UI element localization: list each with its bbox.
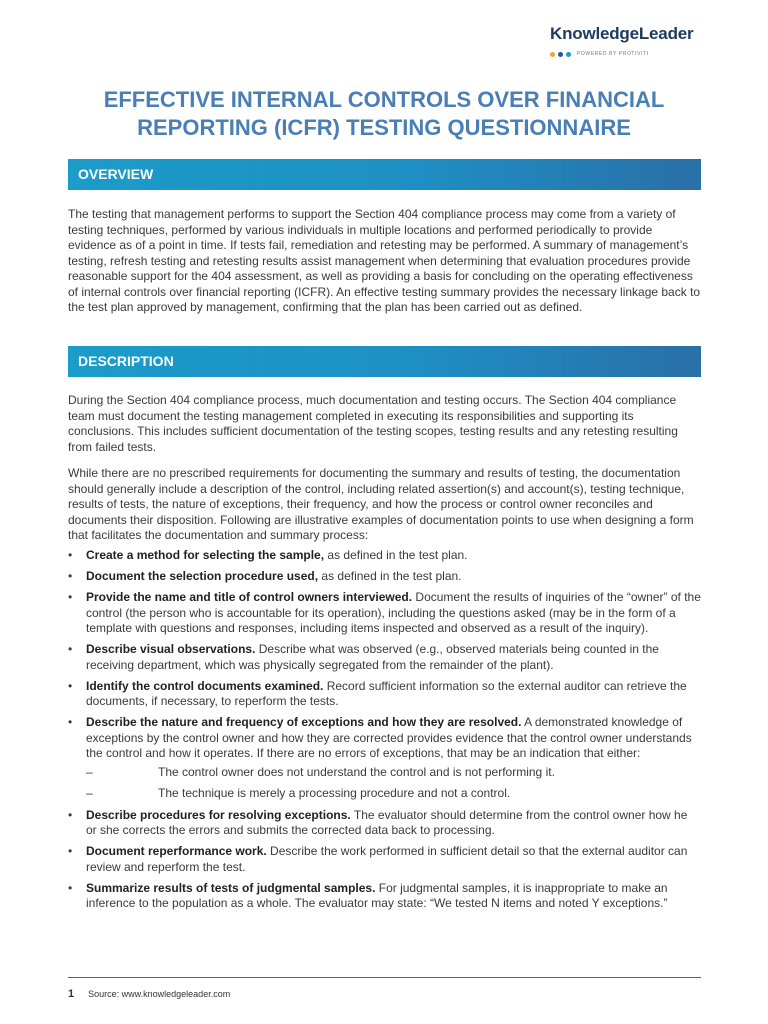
page-number: 1 [68, 988, 75, 1000]
item-lead: Provide the name and title of control owners interviewed. [86, 590, 413, 604]
dash-marker: – [86, 786, 93, 800]
item-text: Describe what was observed (e.g., observed materials being counted in the receiving department, which was physically segregated from the remainder of the plant). [86, 642, 659, 672]
list-item [68, 569, 701, 585]
sub-item-text: The technique is merely a processing procedure and not a control. [158, 786, 511, 800]
logo-name: KnowledgeLeader [550, 24, 694, 43]
item-text: The evaluator should determine from the control owner how he or she corrects the errors and submits the corrected data back to processing. [86, 807, 688, 837]
list-item [68, 548, 701, 564]
overview-heading: OVERVIEW [68, 159, 701, 190]
list-item [68, 844, 701, 875]
item-text: as defined in the test plan. [324, 548, 468, 562]
sub-item-text: The control owner does not understand the control and is not performing it. [158, 764, 555, 779]
title-line-2: REPORTING (ICFR) TESTING QUESTIONNAIRE [137, 115, 631, 140]
list-item [68, 808, 701, 839]
logo-dot [550, 52, 555, 57]
overview-paragraph: The testing that management performs to support the Section 404 compliance process may come from a variety of testing techniques, performed by various individuals in multiple locations and performed periodically to provide evidence as of a point in time. If tests fail, remediation and retesting may be performed. A summary of management’s testing, refresh testing and retesting results assist management when determining that evaluation procedures provide reasonable support for the 404 assessment, as well as providing a basis for concluding on the operating effectiveness of internal controls over financial reporting (ICFR). An effective testing summary provides the necessary linkage back to the test plan approved by management, confirming that the plan has been carried out as defined. [68, 207, 701, 314]
document-title [68, 86, 700, 142]
item-text: Record sufficient information so the external auditor can retrieve the documents, if necessary, to reperform the tests. [86, 678, 687, 708]
item-lead: Document reperformance work. [86, 844, 267, 858]
exception-indications-list [86, 765, 701, 802]
item-lead: Document the selection procedure used, [86, 569, 319, 583]
item-lead: Create a method for selecting the sample, [86, 548, 325, 562]
item-text: Describe the work performed in sufficient detail so that the external auditor can review and reperform the test. [86, 844, 688, 874]
list-item [68, 881, 701, 912]
source-note: Source: www.knowledgeleader.com [88, 989, 231, 999]
item-lead: Describe procedures for resolving exceptions. [86, 807, 351, 822]
list-item [68, 679, 701, 710]
sub-list-item [86, 786, 701, 802]
list-item [68, 590, 701, 637]
description-paragraph-2: While there are no prescribed requirements for documenting the summary and results of testing, the documentation should generally include a description of the control, including related assertion(s) and account(s), testing technique, results of tests, the nature of exceptions, their frequency, and how the process or control owner reconciles and documents their disposition. Following are illustrative examples of documentation points to use when designing a form that facilitates the documentation and summary process: [68, 466, 694, 542]
logo-dot [566, 52, 571, 57]
knowledgeleader-logo [550, 24, 700, 57]
logo-dot [558, 52, 563, 57]
documentation-points-list [68, 548, 701, 917]
description-paragraph-1: During the Section 404 compliance process, much documentation and testing occurs. The Section 404 compliance team must document the testing management completed in executing its responsibilities and supporting its conclusions. This includes sufficient documentation of the testing scopes, testing results and any retesting resulting from failed tests. [68, 393, 678, 454]
item-lead: Describe the nature and frequency of exceptions and how they are resolved. [86, 715, 522, 729]
description-heading: DESCRIPTION [68, 346, 701, 377]
page-footer [68, 988, 230, 1000]
list-item [68, 715, 701, 802]
dash-marker: – [86, 764, 93, 779]
item-lead: Identify the control documents examined. [86, 678, 324, 693]
logo-tagline: POWERED BY PROTIVITI [577, 51, 649, 57]
item-text: as defined in the test plan. [318, 569, 462, 583]
logo-subline [550, 51, 700, 57]
sub-list-item [86, 765, 701, 781]
item-text: Document the results of inquiries of the “owner” of the control (the person who is accountable for its operation), including the questions asked (may be in the form of a template with questions and responses, including items inspected and observed as a result of the inquiry). [86, 590, 701, 635]
logo-dots-icon [550, 52, 571, 57]
footer-divider [68, 977, 701, 978]
item-text: For judgmental samples, it is inappropriate to make an inference to the population as a whole. The evaluator may state: “We tested N items and noted Y exceptions.” [86, 880, 668, 910]
item-lead: Describe visual observations. [86, 642, 256, 656]
item-text: A demonstrated knowledge of exceptions by the control owner and how they are corrected provides evidence that the control owner understands the control and how it operates. If there are no errors of exceptions, that may be an indication that either: [86, 715, 692, 760]
list-item [68, 642, 701, 673]
title-line-1: EFFECTIVE INTERNAL CONTROLS OVER FINANCIAL [103, 87, 665, 112]
item-lead: Summarize results of tests of judgmental samples. [86, 880, 376, 895]
